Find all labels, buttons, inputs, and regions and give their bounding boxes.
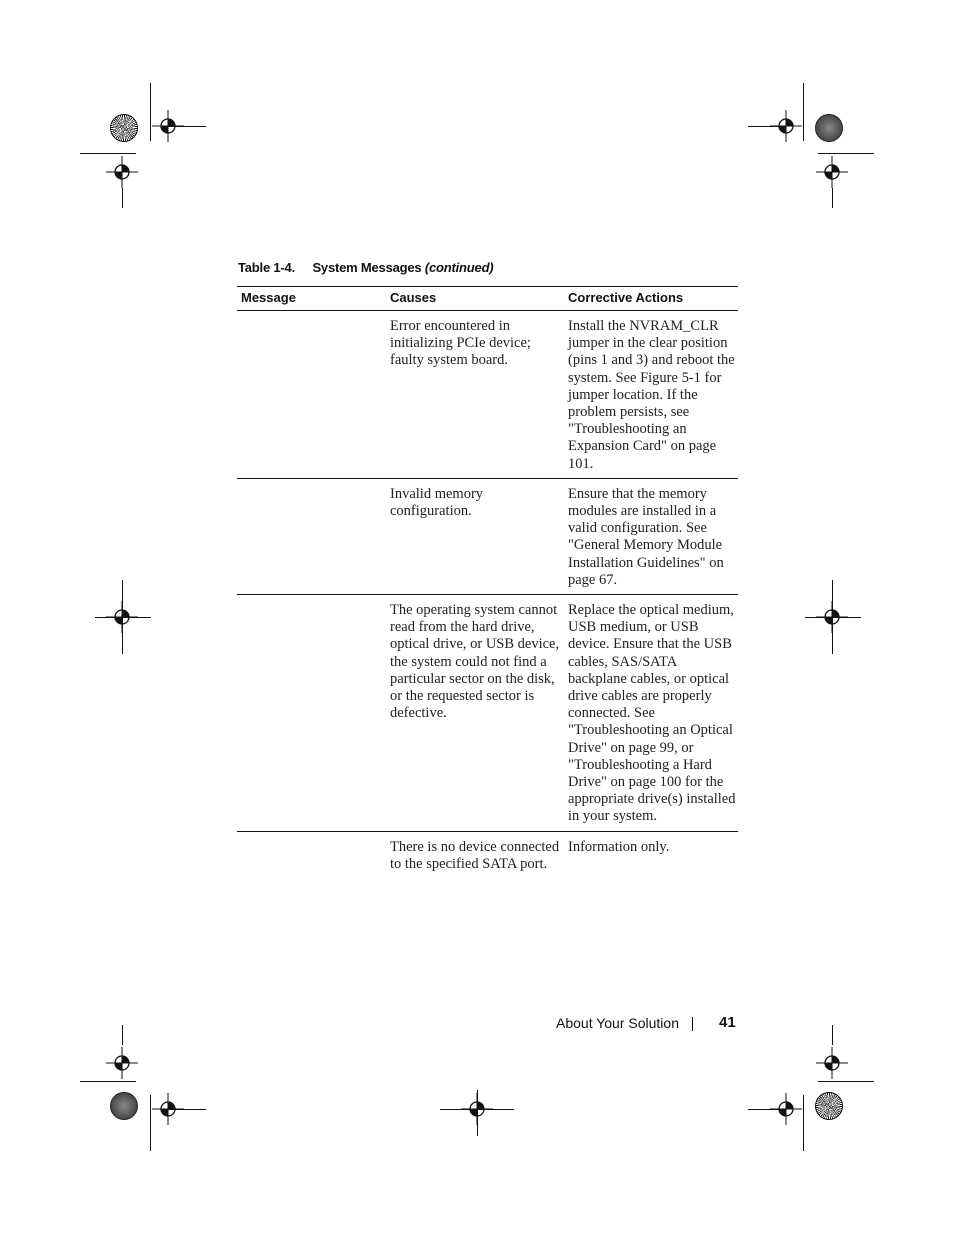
crop-mark (80, 1081, 136, 1082)
crop-mark (803, 1095, 804, 1151)
table-row (237, 478, 738, 594)
crop-mark (150, 83, 151, 141)
crop-mark (832, 188, 833, 208)
crop-mark (748, 1109, 786, 1110)
column-header-message: Message (237, 287, 386, 311)
actions-cell: Install the NVRAM_CLR jumper in the clear position (pins 1 and 3) and reboot the system. See Figure 5-1 for jumper location. If the problem persists, see "Troubleshooting an Expansion Card" on page 101. (564, 311, 738, 479)
registration-star-icon (110, 1092, 138, 1120)
actions-cell: Ensure that the memory modules are installed in a valid configuration. See "General Memory Module Installation Guidelines" on page 67. (564, 478, 738, 594)
crop-mark (477, 1090, 478, 1136)
column-header-corrective-actions: Corrective Actions (564, 287, 738, 311)
message-cell (237, 831, 386, 878)
footer-section-title: About Your Solution (556, 1015, 679, 1031)
column-header-causes: Causes (386, 287, 564, 311)
crop-mark (803, 83, 804, 141)
registration-target-icon (106, 156, 138, 188)
table-header-row (237, 287, 738, 311)
crop-mark (168, 126, 206, 127)
registration-star-icon (110, 114, 138, 142)
registration-star-icon (815, 114, 843, 142)
system-messages-table (237, 286, 738, 878)
crop-mark (805, 617, 861, 618)
message-cell (237, 478, 386, 594)
crop-mark (95, 617, 151, 618)
registration-target-icon (816, 156, 848, 188)
page-number: 41 (719, 1014, 736, 1031)
crop-mark (168, 1109, 206, 1110)
crop-mark (818, 153, 874, 154)
causes-cell: There is no device connected to the specified SATA port. (390, 838, 560, 872)
footer-divider (692, 1017, 693, 1031)
causes-cell: Invalid memory configuration. (386, 478, 564, 594)
causes-cell: Error encountered in initializing PCIe device; faulty system board. (386, 311, 564, 479)
registration-target-icon (816, 1047, 848, 1079)
table-row (237, 595, 738, 832)
crop-mark (832, 1025, 833, 1045)
crop-mark (818, 1081, 874, 1082)
crop-mark (150, 1095, 151, 1151)
registration-target-icon (106, 1047, 138, 1079)
causes-cell: The operating system cannot read from the hard drive, optical drive, or USB device, the system could not find a particular sector on the disk, or the requested sector is defective. (386, 595, 564, 832)
table-row (237, 831, 738, 878)
table-continued-label: (continued) (424, 260, 494, 275)
crop-mark (80, 153, 136, 154)
actions-cell: Replace the optical medium, USB medium, or USB device. Ensure that the USB cables, SAS/SATA backplane cables, or optical drive cables are properly connected. See "Troubleshooting an Optical Drive" on page 99, or "Troubleshooting a Hard Drive" on page 100 for the appropriate drive(s) installed in your system. (564, 595, 738, 832)
registration-star-icon (815, 1092, 843, 1120)
message-cell (237, 311, 386, 479)
crop-mark (748, 126, 786, 127)
actions-cell: Information only. (568, 838, 670, 855)
table-number: Table 1-4. (238, 260, 296, 275)
table-title: System Messages (312, 260, 422, 275)
table-row (237, 311, 738, 479)
crop-mark (122, 1025, 123, 1045)
table-caption (238, 260, 493, 275)
message-cell (237, 595, 386, 832)
crop-mark (122, 188, 123, 208)
